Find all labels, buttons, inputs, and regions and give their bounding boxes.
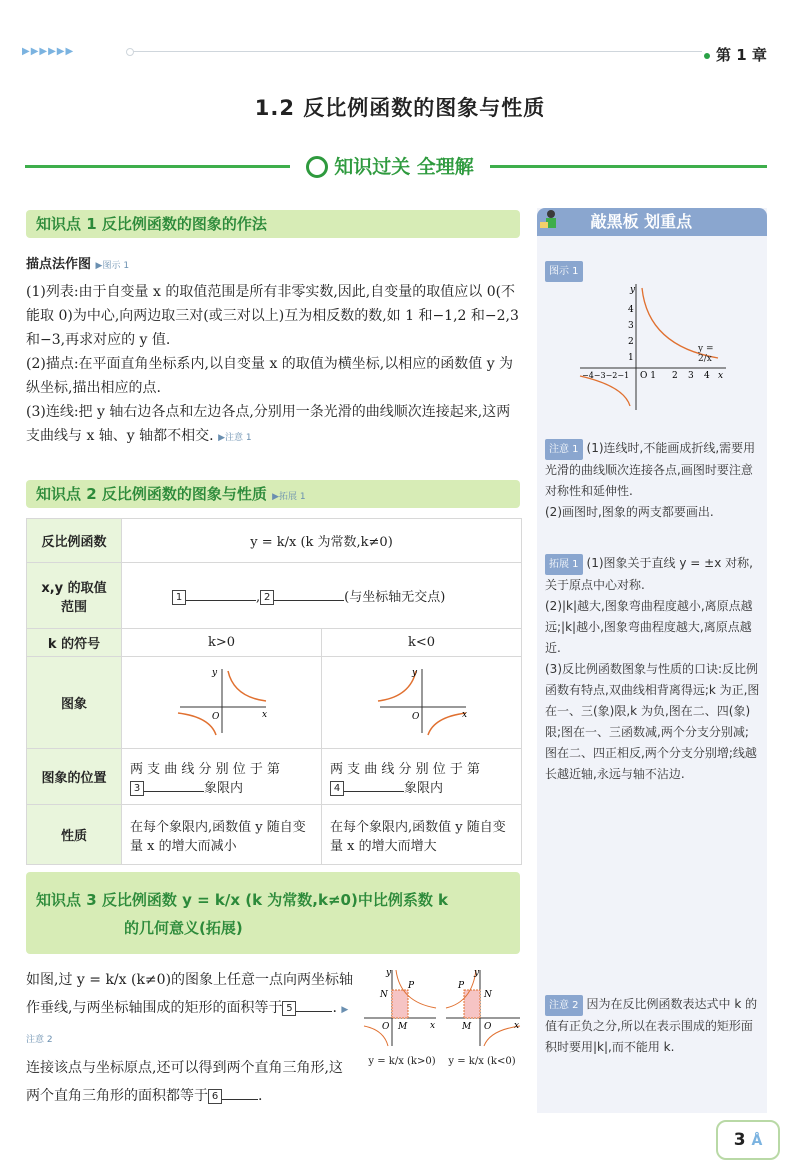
kp2-header: 知识点 2 反比例函数的图象与性质 ▶拓展 1: [26, 480, 520, 508]
graph-positive: [122, 657, 322, 749]
kp1-step3: (3)连线:把 y 轴右边各点和左边各点,分别用一条光滑的曲线顺次连接起来,这两支曲线与 x 轴、y 轴都不相交. ▶注意 1: [26, 404, 511, 444]
sign-negative: k<0: [322, 629, 522, 657]
row-sign-header: k 的符号: [27, 629, 122, 657]
section-title: 1.2 反比例函数的图象与性质: [254, 96, 546, 120]
svg-text:x: x: [261, 709, 267, 720]
svg-text:y: y: [411, 667, 417, 678]
method-label: 描点法作图: [26, 257, 92, 272]
svg-text:2: 2: [672, 371, 678, 381]
svg-text:x: x: [514, 1021, 520, 1031]
kp1-step1: (1)列表:由于自变量 x 的取值范围是所有非零实数,因此,自变量的取值应以 0(不能取 0)为中心,向两边取三对(或三对以上)互为相反数的数,如 1 和−1,2 和−2,3 和−3,再求对应的 y 值.: [26, 284, 519, 348]
graph-label: y = 2/x: [698, 344, 714, 364]
caption-negative: y = k/x (k<0): [448, 1056, 516, 1067]
row-property-header: 性质: [27, 805, 122, 865]
fig1-tag: 图示 1: [545, 261, 583, 282]
svg-text:y: y: [474, 968, 480, 978]
property-positive: 在每个象限内,函数值 y 随自变量 x 的增大而减小: [122, 805, 322, 865]
graph-negative: [322, 657, 522, 749]
page-number: 3 Å: [716, 1120, 780, 1160]
sidebar-header: 敲黑板 划重点: [537, 208, 767, 236]
svg-text:M: M: [462, 1022, 472, 1032]
kp1-body: [26, 253, 520, 450]
hyperbola-negative-graph: [372, 665, 472, 737]
property-table: [26, 518, 522, 865]
svg-text:N: N: [484, 990, 492, 1000]
svg-text:O: O: [411, 711, 419, 722]
teacher-icon: [537, 208, 567, 236]
svg-text:3: 3: [628, 321, 634, 331]
property-negative: 在每个象限内,函数值 y 随自变量 x 的增大而增大: [322, 805, 522, 865]
svg-text:x: x: [718, 371, 724, 381]
row-function-value: y = k/x (k 为常数,k≠0): [122, 519, 522, 563]
svg-text:y: y: [386, 968, 392, 978]
sidebar-ext1: 拓展 1 (1)图象关于直线 y = ±x 对称,关于原点中心对称. (2)|k|越大,图象弯曲程度越小,离原点越远;|k|越小,图象弯曲程度越大,离原点越近. (3)反比例函数图象与性质的口诀:反比例函数有特点,双曲线相背离得远;k 为正,图在一、三(象)限,k 为负,图在二、四(象)限;图在一、三函数减,两个分支分别减;图在二、四正相反,两个分支分别增;线越长越近轴,永远与轴不沾边.: [545, 556, 760, 781]
svg-text:y: y: [211, 667, 217, 678]
kp1-header: 知识点 1 反比例函数的图象的作法: [26, 210, 520, 238]
svg-text:y: y: [630, 285, 636, 295]
kp3-figures: [362, 966, 522, 1076]
svg-text:−4−3−2−1: −4−3−2−1: [582, 371, 630, 380]
sign-positive: k>0: [122, 629, 322, 657]
row-range-value: 1 , 2 (与坐标轴无交点): [122, 563, 522, 629]
svg-text:4: 4: [704, 371, 710, 381]
banner: 知识过关 全理解: [290, 150, 490, 184]
row-graph-header: 图象: [27, 657, 122, 749]
svg-text:4: 4: [628, 305, 634, 315]
caption-positive: y = k/x (k>0): [368, 1056, 436, 1067]
sidebar-graph: [578, 282, 728, 412]
header-rule: [130, 51, 702, 52]
kp3-body: 如图,过 y = k/x (k≠0)的图象上任意一点向两坐标轴作垂线,与两坐标轴围成的矩形的面积等于 5 . ▶注意 2 连接该点与坐标原点,还可以得到两个直角三角形,这两个直角三角形的面积都等于 6 .: [26, 972, 354, 1104]
sidebar-note2: 注意 2 因为在反比例函数表达式中 k 的值有正负之分,所以在表示围成的矩形面积时要用|k|,而不能用 k.: [545, 997, 758, 1054]
svg-text:M: M: [398, 1022, 408, 1032]
row-range-header: x,y 的取值范围: [27, 563, 122, 629]
kp3-header: 知识点 3 反比例函数 y = k/x (k 为常数,k≠0)中比例系数 k 的几何意义(拓展): [26, 872, 520, 954]
kp1-step2: (2)描点:在平面直角坐标系内,以自变量 x 的取值为横坐标,以相应的函数值 y 为纵坐标,描出相应的点.: [26, 356, 514, 396]
method-ref: ▶图示 1: [95, 261, 130, 271]
spiral-icon: [306, 156, 328, 178]
svg-text:3: 3: [688, 371, 694, 381]
svg-text:O: O: [484, 1022, 492, 1032]
svg-text:1: 1: [628, 353, 634, 363]
svg-text:P: P: [458, 981, 465, 991]
svg-text:2: 2: [628, 337, 634, 347]
svg-text:N: N: [380, 990, 388, 1000]
row-position-header: 图象的位置: [27, 749, 122, 805]
header-arrows: ▶▶▶▶▶▶: [22, 46, 75, 57]
svg-text:O 1: O 1: [640, 371, 656, 381]
svg-text:x: x: [461, 709, 467, 720]
row-function-header: 反比例函数: [27, 519, 122, 563]
position-negative: 两 支 曲 线 分 别 位 于 第 4 象限内: [322, 749, 522, 805]
sidebar-figure1: [545, 260, 760, 282]
svg-text:O: O: [382, 1022, 390, 1032]
svg-text:x: x: [430, 1021, 436, 1031]
chapter-label: 第 1 章: [704, 44, 784, 66]
svg-text:O: O: [211, 711, 219, 722]
hyperbola-positive-graph: [172, 665, 272, 737]
position-positive: 两 支 曲 线 分 别 位 于 第 3 象限内: [122, 749, 322, 805]
svg-text:P: P: [408, 981, 415, 991]
sidebar-note1: 注意 1 (1)连线时,不能画成折线,需要用光滑的曲线顺次连接各点,画图时要注意对称性和延伸性. (2)画图时,图象的两支都要画出.: [545, 441, 756, 519]
